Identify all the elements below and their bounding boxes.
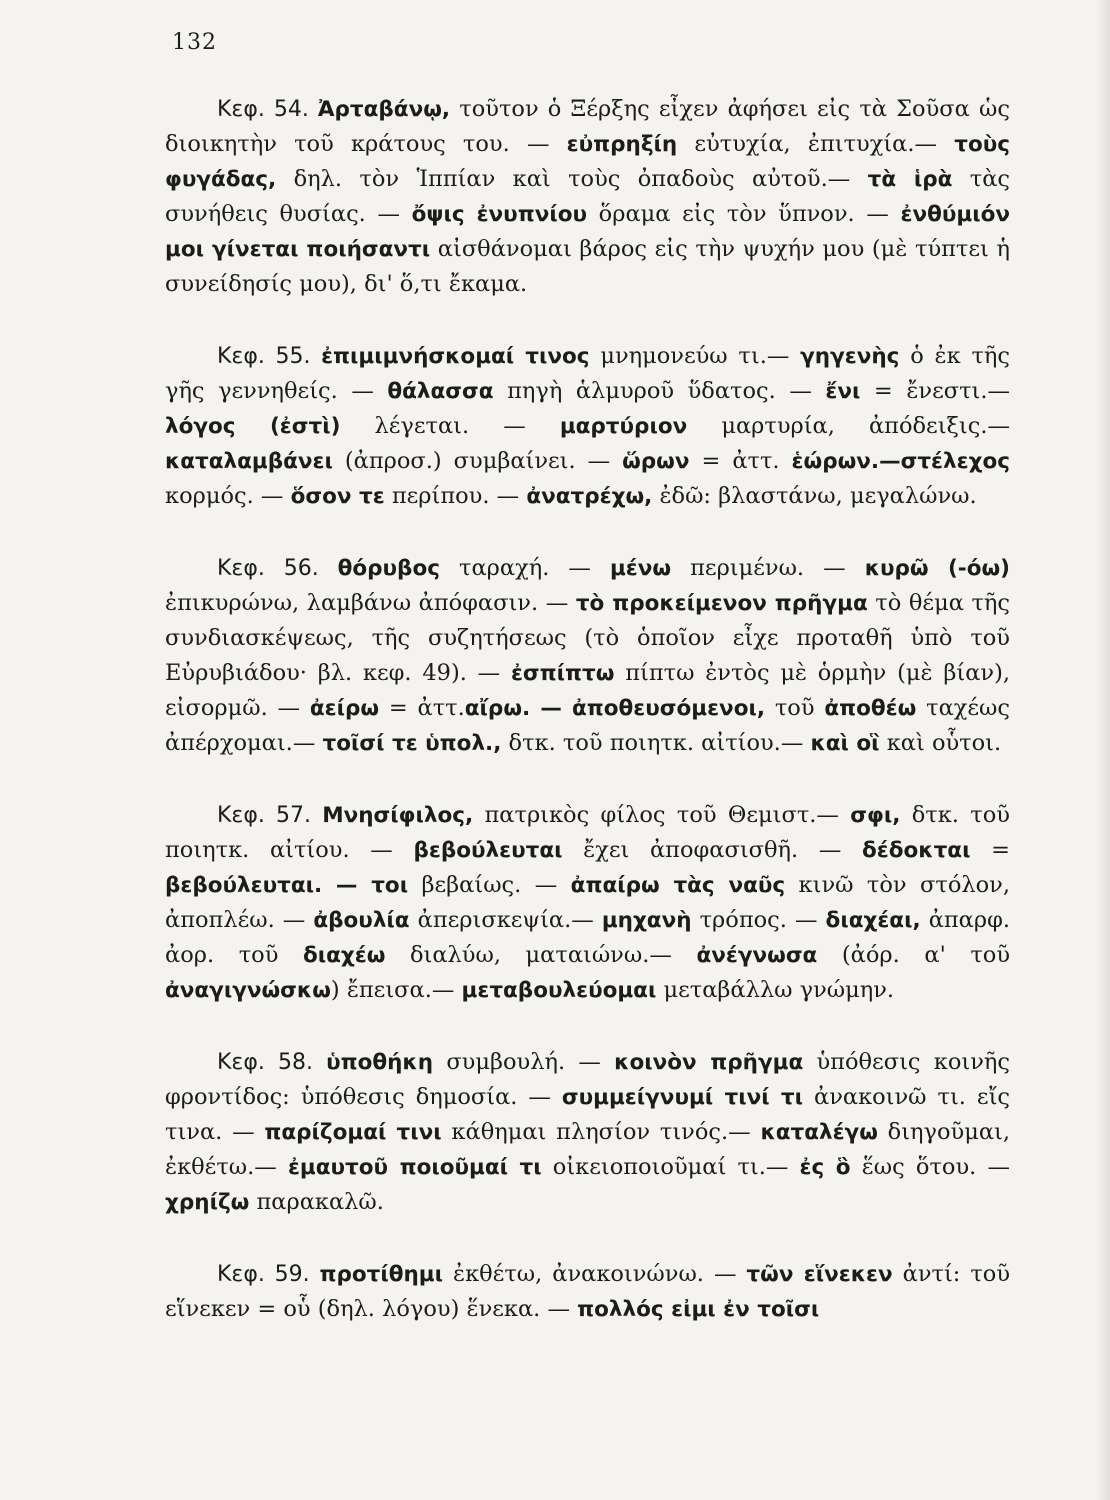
lemma-term: μεταβουλεύομαι [461,978,657,1003]
gloss-text: ἐκθέτω, ἀνακοινώνω. — [443,1261,747,1287]
lemma-term: κυρῶ (-όω) [864,556,1010,581]
gloss-text: παρακαλῶ. [249,1189,384,1215]
gloss-text: τὸ θέμα τῆς συνδιασκέψεως, τῆς συζητήσεως (τὸ ὁποῖον εἶχε προταθῆ ὑπὸ τοῦ Εὐρυβιάδου· βλ. κεφ. 49). — [165,590,1011,686]
gloss-text: τρόπος. — [691,907,826,933]
lemma-term: καταλέγω [760,1120,878,1145]
lemma-term: ἀπαίρω τὰς ναῦς [570,873,786,898]
gloss-text: τοῦ [765,695,825,721]
gloss-text: κινῶ τὸν στόλον, ἀποπλέω. — [165,872,1010,933]
gloss-text: (ἀπροσ.) συμβαίνει. — [332,448,623,474]
paragraph-ch56 [165,551,1010,761]
gloss-text: τοῦτον ὁ Ξέρξης εἶχεν ἀφήσει εἰς τὰ Σοῦσα ὡς διοικητὴν τοῦ κράτους του. — [165,96,1010,157]
gloss-text: κορμός. — [165,483,291,509]
gloss-text: = [970,837,1010,863]
gloss-text: τὰς συνήθεις θυσίας. — [165,166,1010,227]
gloss-text: ταραχή. — [439,555,610,581]
lemma-term: Ἀρταβάνῳ, [317,97,451,122]
lemma-term: βεβούλευται [413,838,563,863]
lemma-term: Μνησίφιλος, [322,803,474,828]
gloss-text: ἀπαρφ. ἀορ. τοῦ [165,907,1011,968]
lemma-term: αἴρω. — ἀποθευσόμενοι, [464,696,766,721]
gloss-text: διηγοῦμαι, ἐκθέτω.— [165,1119,1010,1180]
lemma-term: διαχέω [302,943,386,968]
lemma-term: παρίζομαί τινι [264,1120,442,1145]
gloss-text: βεβαίως. — [408,872,571,898]
gloss-text: ἀνακοινῶ τι. εἴς τινα. — [165,1084,1010,1145]
gloss-text: ὑπόθεσις κοινῆς φροντίδος: ὑπόθεσις δημοσία. — [165,1049,1010,1110]
lemma-term: θάλασσα [387,379,494,404]
chapter-heading: Κεφ. 57. [217,803,323,828]
gloss-text: ἐπικυρώνω, λαμβάνω ἀπόφασιν. — [165,590,576,616]
gloss-text: πίπτω ἐντὸς μὲ ὁρμὴν (μὲ βίαν), εἰσορμῶ. — [165,660,1010,721]
chapter-heading: Κεφ. 56. [217,556,338,581]
lemma-term: ἐς ὃ [799,1155,851,1180]
gloss-text: δτκ. τοῦ ποιητκ. αἰτίου. — [165,802,1010,863]
gloss-text: περίπου. — [384,483,527,509]
lemma-term: ἀποθέω [824,696,917,721]
gloss-text: κάθημαι πλησίον τινός.— [441,1119,761,1145]
gloss-text: ὁ ἐκ τῆς γῆς γεννηθείς. — [165,343,1011,404]
lemma-term: μαρτύριον [559,414,688,439]
chapter-heading: Κεφ. 59. [217,1262,320,1287]
gloss-text: πατρικὸς φίλος τοῦ Θεμιστ.— [473,802,851,828]
lemma-term: καὶ οἳ [810,731,880,756]
lemma-term: ἀνέγνωσα [696,943,818,968]
page-edge-shadow [1096,0,1110,1500]
lemma-term: προτίθημι [319,1262,444,1287]
chapter-heading: Κεφ. 58. [217,1050,327,1075]
gloss-text: μαρτυρία, ἀπόδειξις.— [687,413,1010,439]
lemma-term: ὄψις ἐνυπνίου [411,202,588,227]
lemma-term: γηγενὴς [800,344,900,369]
lemma-term: μηχανὴ [601,908,692,933]
gloss-text: μνημονεύω τι.— [589,343,801,369]
lemma-term: ἀνατρέχω, [526,484,653,509]
lemma-term: σφι, [850,803,901,828]
lemma-term: διαχέαι, [825,908,921,933]
lemma-term: ἀβουλία [313,908,410,933]
lemma-term: τοῖσί τε ὑπολ., [322,731,502,756]
chapter-heading: Κεφ. 54. [217,97,318,122]
gloss-text: ἀντί: τοῦ εἵνεκεν = οὗ (δηλ. λόγου) ἕνεκα. — [165,1261,1010,1322]
paragraph-ch55 [165,339,1010,514]
gloss-text: δηλ. τὸν Ἱππίαν καὶ τοὺς ὀπαδοὺς αὐτοῦ.— [276,166,868,192]
lemma-term: τὸ προκείμενον πρῆγμα [575,591,868,616]
lemma-term: καταλαμβάνει [165,449,333,474]
lemma-term: χρηίζω [165,1190,250,1215]
gloss-text: μεταβάλλω γνώμην. [656,977,895,1003]
gloss-text: λέγεται. — [340,413,560,439]
lemma-term: κοινὸν πρῆγμα [614,1050,804,1075]
gloss-text: αἰσθάνομαι βάρος εἰς τὴν ψυχήν μου (μὲ τύπτει ἡ συνείδησίς μου), δι' ὅ,τι ἔκαμα. [165,236,1010,297]
lemma-term: βεβούλευται. — τοι [165,873,409,898]
page-number: 132 [172,30,217,55]
lemma-term: ἐσπίπτω [510,661,615,686]
lemma-term: ἐμαυτοῦ ποιοῦμαί τι [287,1155,542,1180]
page-body [165,92,1010,1364]
paragraph-ch57 [165,798,1010,1008]
gloss-text: ταχέως ἀπέρχομαι.— [165,695,1010,756]
lemma-term: ἐπιμιμνήσκομαί τινος [321,344,590,369]
gloss-text: ὅραμα εἰς τὸν ὕπνον. — [587,201,901,227]
gloss-text: πηγὴ ἁλμυροῦ ὕδατος. — [493,378,826,404]
lemma-term: ὅσον τε [290,484,385,509]
lemma-term: ὥρων [622,449,690,474]
gloss-text: ἀπερισκεψία.— [409,907,602,933]
gloss-text: ἐδῶ: βλαστάνω, μεγαλώνω. [652,483,977,509]
gloss-text: διαλύω, ματαιώνω.— [385,942,697,968]
gloss-text: καὶ οὗτοι. [879,730,1002,756]
lemma-term: θόρυβος [337,556,440,581]
gloss-text: (ἀόρ. α' τοῦ [817,942,1011,968]
lemma-term: δέδοκται [862,838,971,863]
gloss-text: δτκ. τοῦ ποιητκ. αἰτίου.— [501,730,811,756]
lemma-term: μένω [609,556,672,581]
lemma-term: τὰ ἱρὰ [867,167,953,192]
lemma-term: τῶν εἵνεκεν [746,1262,893,1287]
lemma-term: λόγος (ἐστὶ) [165,414,341,439]
paragraph-ch59 [165,1257,1010,1327]
gloss-text: περιμένω. — [671,555,865,581]
lemma-term: ἐνθύμιόν μοι γίνεται ποιήσαντι [165,202,1010,262]
gloss-text: = ἀττ. [379,695,465,721]
gloss-text: εὐτυχία, ἐπιτυχία.— [677,131,955,157]
gloss-text: οἰκειοποιοῦμαί τι.— [541,1154,800,1180]
paragraph-ch54 [165,92,1010,302]
lemma-term: πολλός εἰμι ἐν τοῖσι [577,1297,820,1322]
lemma-term: τοὺς φυγάδας, [165,132,1010,192]
gloss-text: = ἀττ. [689,448,792,474]
lemma-term: ἀναγιγνώσκω [165,978,331,1003]
gloss-text: ἔχει ἀποφασισθῆ. — [562,837,863,863]
gloss-text: ἕως ὅτου. — [850,1154,1010,1180]
lemma-term: συμμείγνυμί τινί τι [561,1085,804,1110]
gloss-text: συμβουλή. — [433,1049,615,1075]
lemma-term: εὐπρηξίη [566,132,678,157]
lemma-term: ὑποθήκη [326,1050,434,1075]
lemma-term: ἑώρων.—στέλεχος [791,449,1010,474]
paragraph-ch58 [165,1045,1010,1220]
lemma-term: ἀείρω [309,696,380,721]
chapter-heading: Κεφ. 55. [217,344,322,369]
gloss-text: = ἔνεστι.— [860,378,1011,404]
lemma-term: ἔνι [825,379,861,404]
gloss-text: ) ἔπεισα.— [330,977,462,1003]
